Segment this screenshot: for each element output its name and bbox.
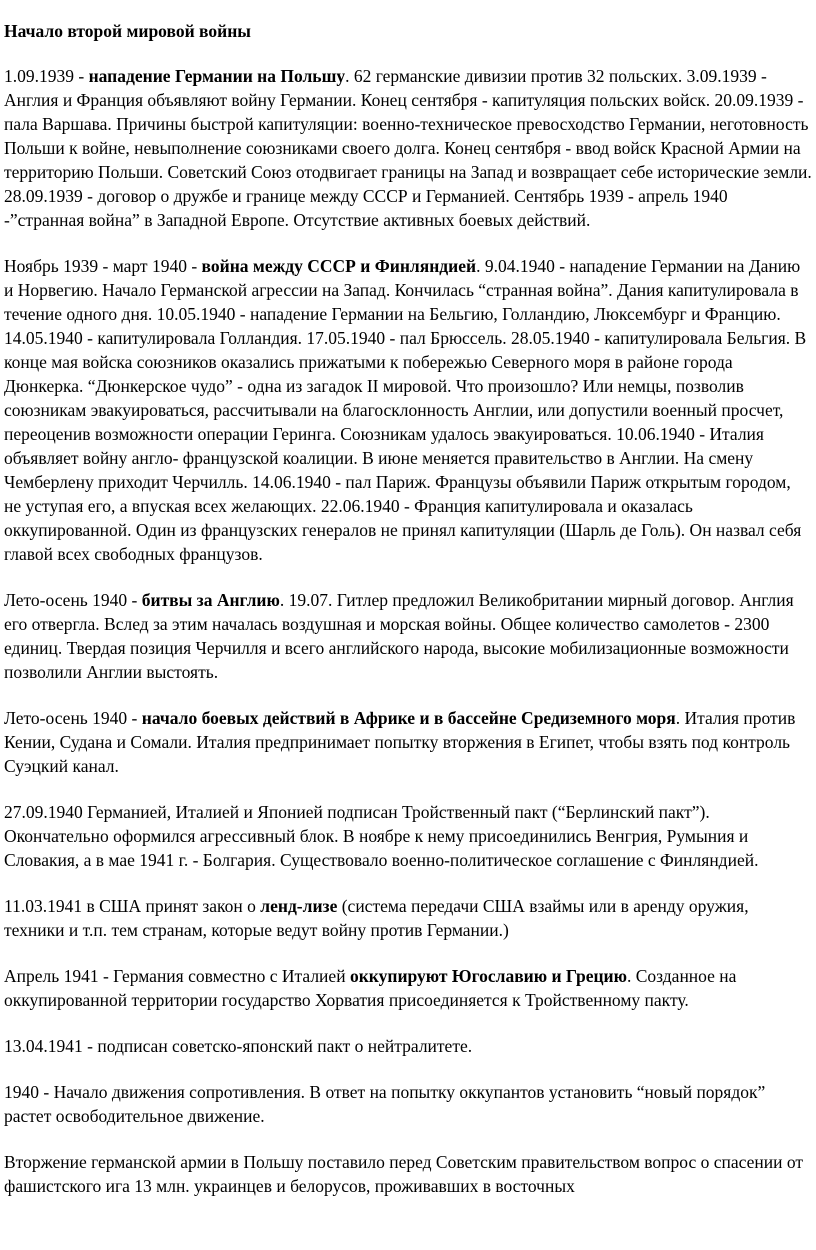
paragraph [4, 1150, 812, 1198]
text-run: 27.09.1940 Германией, Италией и Японией подписан Тройственный пакт (“Берлинский пакт”). Окончательно оформился агрессивный блок. В ноябре к нему присоединились Венгрия, Румыния и Словакия, а в мае 1941 г. - Болгария. Существовало военно-политическое соглашение с Финляндией. [4, 802, 759, 870]
bold-phrase: начало боевых действий в Африке и в бассейне Средиземного моря [141, 708, 676, 728]
bold-phrase: нападение Германии на Польшу [88, 66, 346, 86]
paragraph [4, 894, 812, 942]
text-run: 11.03.1941 в США принят закон о [4, 896, 261, 916]
text-run: (система передачи США взаймы или в аренду оружия, техники и т.п. тем странам, которые ведут войну против Германии.) [4, 896, 749, 940]
paragraph [4, 800, 812, 872]
document-page [4, 20, 812, 1198]
text-run: . Италия против Кении, Судана и Сомали. Италия предпринимает попытку вторжения в Египет, чтобы взять под контроль Суэцкий канал. [4, 708, 796, 776]
text-run: . 19.07. Гитлер предложил Великобритании мирный договор. Англия его отвергла. Вслед за этим началась воздушная и морская войны. Общее количество самолетов - 2300 единиц. Твердая позиция Черчилля и всего английского народа, высокие мобилизационные возможности позволили Англии выстоять. [4, 590, 794, 682]
bold-phrase: война между СССР и Финляндией [201, 256, 477, 276]
text-run: 1940 - Начало движения сопротивления. В ответ на попытку оккупантов установить “новый порядок” растет освободительное движение. [4, 1082, 766, 1126]
paragraph [4, 706, 812, 778]
paragraph [4, 254, 812, 566]
paragraph [4, 64, 812, 232]
text-run: . Созданное на оккупированной территории государство Хорватия присоединяется к Тройственному пакту. [4, 966, 737, 1010]
document-body [4, 64, 812, 1198]
text-run: Апрель 1941 - Германия совместно с Италией [4, 966, 350, 986]
text-run: 13.04.1941 - подписан советско-японский пакт о нейтралитете. [4, 1036, 473, 1056]
text-run: Лето-осень 1940 - [4, 590, 142, 610]
paragraph [4, 964, 812, 1012]
text-run: . 9.04.1940 - нападение Германии на Данию и Норвегию. Начало Германской агрессии на Запад. Кончилась “странная война”. Дания капитулировала в течение одного дня. 10.05.1940 - нападение Германии на Бельгию, Голландию, Люксембург и Францию. 14.05.1940 - капитулировала Голландия. 17.05.1940 - пал Брюссель. 28.05.1940 - капитулировала Бельгия. В конце мая войска союзников оказались прижатыми к побережью Северного моря в районе города Дюнкерка. “Дюнкерское чудо” - одна из загадок II мировой. Что произошло? Или немцы, позволив союзникам эвакуироваться, рассчитывали на благосклонность Англии, или допустили военный просчет, переоценив возможности операции Геринга. Союзникам удалось эвакуироваться. 10.06.1940 - Италия объявляет войну англо- французской коалиции. В июне меняется правительство в Англии. На смену Чемберлену приходит Черчилль. 14.06.1940 - пал Париж. Французы объявили Париж открытым городом, не уступая его, а впуская всех желающих. 22.06.1940 - Франция капитулировала и оказалась оккупированной. Один из французских генералов не принял капитуляции (Шарль де Голь). Он назвал себя главой всех свободных французов. [4, 256, 807, 564]
text-run: Вторжение германской армии в Польшу поставило перед Советским правительством вопрос о спасении от фашистского ига 13 млн. украинцев и белорусов, проживавших в восточных [4, 1152, 804, 1196]
text-run: . 62 германские дивизии против 32 польских. 3.09.1939 - Англия и Франция объявляют войну Германии. Конец сентября - капитуляция польских войск. 20.09.1939 - пала Варшава. Причины быстрой капитуляции: военно-техническое превосходство Германии, неготовность Польши к войне, невыполнение союзниками своего долга. Конец сентября - ввод войск Красной Армии на территорию Польши. Советский Союз отодвигает границы на Запад и возвращает себе исторические земли. 28.09.1939 - договор о дружбе и границе между СССР и Германией. Сентябрь 1939 - апрель 1940 -”странная война” в Западной Европе. Отсутствие активных боевых действий. [4, 66, 812, 230]
document-title: Начало второй мировой войны [4, 21, 251, 41]
paragraph [4, 588, 812, 684]
bold-phrase: оккупируют Югославию и Грецию [349, 966, 627, 986]
text-run: Ноябрь 1939 - март 1940 - [4, 256, 202, 276]
paragraph [4, 1080, 812, 1128]
paragraph [4, 1034, 812, 1058]
text-run: Лето-осень 1940 - [4, 708, 142, 728]
bold-phrase: ленд-лизе [260, 896, 338, 916]
text-run: 1.09.1939 - [4, 66, 89, 86]
bold-phrase: битвы за Англию [141, 590, 280, 610]
